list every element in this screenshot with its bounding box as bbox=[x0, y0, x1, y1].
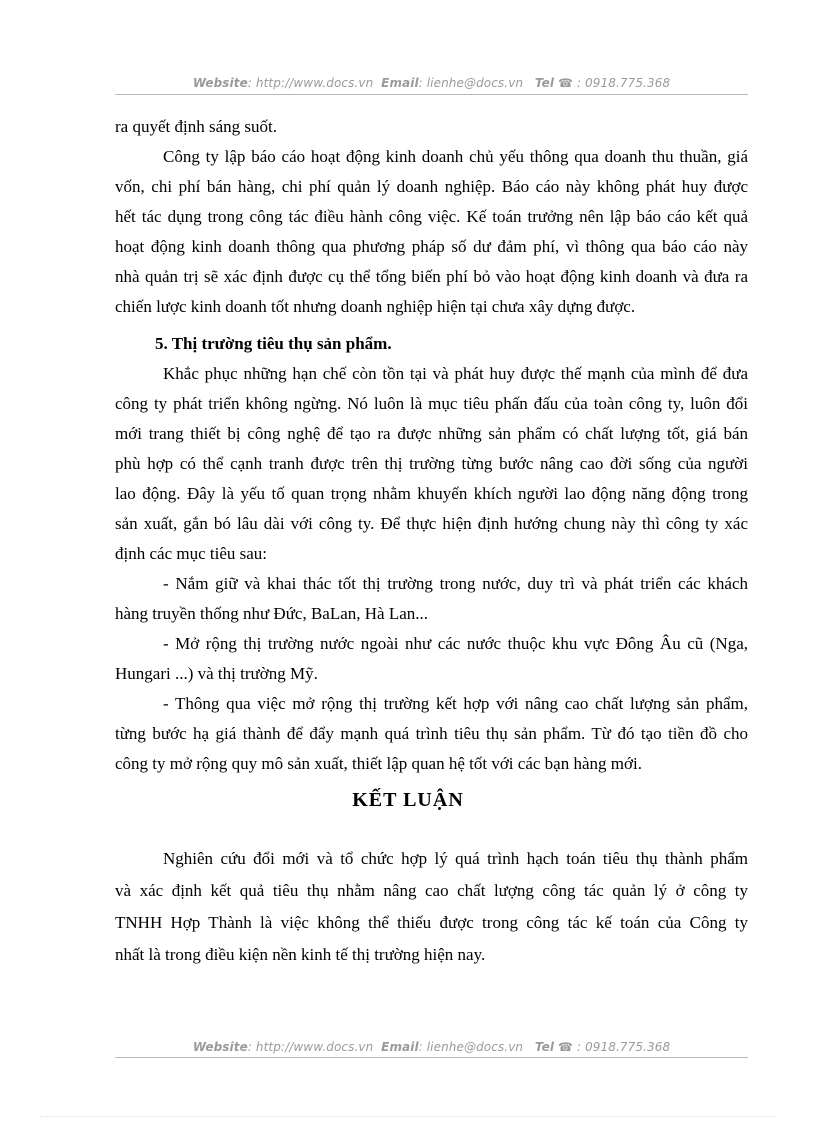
text-line: và xác định kết quả tiêu thụ nhằm nâng cao chất lượng công tác quản lý ở công ty bbox=[115, 881, 748, 900]
text-line: hàng truyền thống như Đức, BaLan, Hà Lan... bbox=[115, 604, 429, 623]
text-line: công ty mở rộng quy mô sản xuất, thiết lập quan hệ tốt với các bạn hàng mới. bbox=[115, 754, 642, 773]
website-value: : http://www.docs.vn bbox=[247, 76, 374, 90]
text-line: mới trang thiết bị công nghệ để tạo ra được những sản phẩm có chất lượng tốt, giá bán bbox=[115, 424, 748, 443]
text-line: hết tác dụng trong công tác điều hành công việc. Kế toán trưởng nên lập báo cáo kết quả bbox=[115, 207, 748, 226]
email-value: : lienhe@docs.vn bbox=[418, 1040, 524, 1054]
text-line: Công ty lập báo cáo hoạt động kinh doanh chủ yếu thông qua doanh thu thuần, giá bbox=[163, 147, 748, 166]
conclusion-title: KẾT LUẬN bbox=[352, 789, 464, 811]
footer-rule bbox=[115, 1057, 748, 1058]
website-label: Website bbox=[192, 76, 248, 90]
text-line: phù hợp có thể cạnh tranh được trên thị trường từng bước nâng cao đời sống của người bbox=[115, 454, 748, 473]
text-line: sản xuất, gắn bó lâu dài với công ty. Để thực hiện định hướng chung này thì công ty xác bbox=[115, 514, 748, 533]
page-edge-divider bbox=[40, 1116, 776, 1117]
text-line: TNHH Hợp Thành là việc không thể thiếu được trong công tác kế toán của Công ty bbox=[115, 913, 748, 932]
text-line: hoạt động kinh doanh thông qua phương pháp số dư đảm phí, vì thông qua báo cáo này bbox=[115, 237, 748, 256]
list-item: - Thông qua việc mở rộng thị trường kết hợp với nâng cao chất lượng sản phẩm, bbox=[163, 694, 748, 713]
text-line: Khắc phục những hạn chế còn tồn tại và phát huy được thế mạnh của mình để đưa bbox=[163, 364, 748, 383]
text-line: Hungari ...) và thị trường Mỹ. bbox=[115, 664, 318, 683]
text-line: nhất là trong điều kiện nền kinh tế thị trường hiện nay. bbox=[115, 945, 486, 964]
list-item: - Nắm giữ và khai thác tốt thị trường trong nước, duy trì và phát triển các khách bbox=[163, 574, 748, 593]
list-item: - Mở rộng thị trường nước ngoài như các nước thuộc khu vực Đông Âu cũ (Nga, bbox=[163, 634, 748, 653]
email-label: Email bbox=[381, 1040, 419, 1054]
text-line: lao động. Đây là yếu tố quan trọng nhằm khuyến khích người lao động năng động trong bbox=[115, 484, 748, 503]
section-heading: 5. Thị trường tiêu thụ sản phẩm. bbox=[155, 334, 392, 353]
text-line: từng bước hạ giá thành để đẩy mạnh quá trình tiêu thụ sản phẩm. Từ đó tạo tiền đồ cho bbox=[115, 724, 748, 743]
website-value: : http://www.docs.vn bbox=[247, 1040, 374, 1054]
text-line: công ty phát triển không ngừng. Nó luôn là mục tiêu phấn đấu của toàn công ty, luôn đổi bbox=[115, 394, 748, 413]
text-line: vốn, chi phí bán hàng, chi phí quản lý doanh nghiệp. Báo cáo này không phát huy được bbox=[115, 177, 748, 196]
page-footer bbox=[115, 1040, 748, 1054]
email-value: : lienhe@docs.vn bbox=[418, 76, 524, 90]
website-label: Website bbox=[192, 1040, 248, 1054]
text-line: Nghiên cứu đổi mới và tổ chức hợp lý quá trình hạch toán tiêu thụ thành phẩm bbox=[163, 849, 748, 868]
tel-value: ☎ : 0918.775.368 bbox=[557, 1040, 671, 1054]
email-label: Email bbox=[381, 76, 419, 90]
header-rule bbox=[115, 94, 748, 95]
tel-label: Tel bbox=[534, 1040, 555, 1054]
text-line: ra quyết định sáng suốt. bbox=[115, 117, 277, 136]
tel-value: ☎ : 0918.775.368 bbox=[557, 76, 671, 90]
tel-label: Tel bbox=[534, 76, 555, 90]
text-line: nhà quản trị sẽ xác định được cụ thể tổng biến phí bỏ vào hoạt động kinh doanh và đưa ra bbox=[115, 267, 748, 286]
text-line: định các mục tiêu sau: bbox=[115, 544, 268, 563]
page-header bbox=[115, 76, 748, 90]
text-line: chiến lược kinh doanh tốt nhưng doanh nghiệp hiện tại chưa xây dựng được. bbox=[115, 297, 636, 316]
